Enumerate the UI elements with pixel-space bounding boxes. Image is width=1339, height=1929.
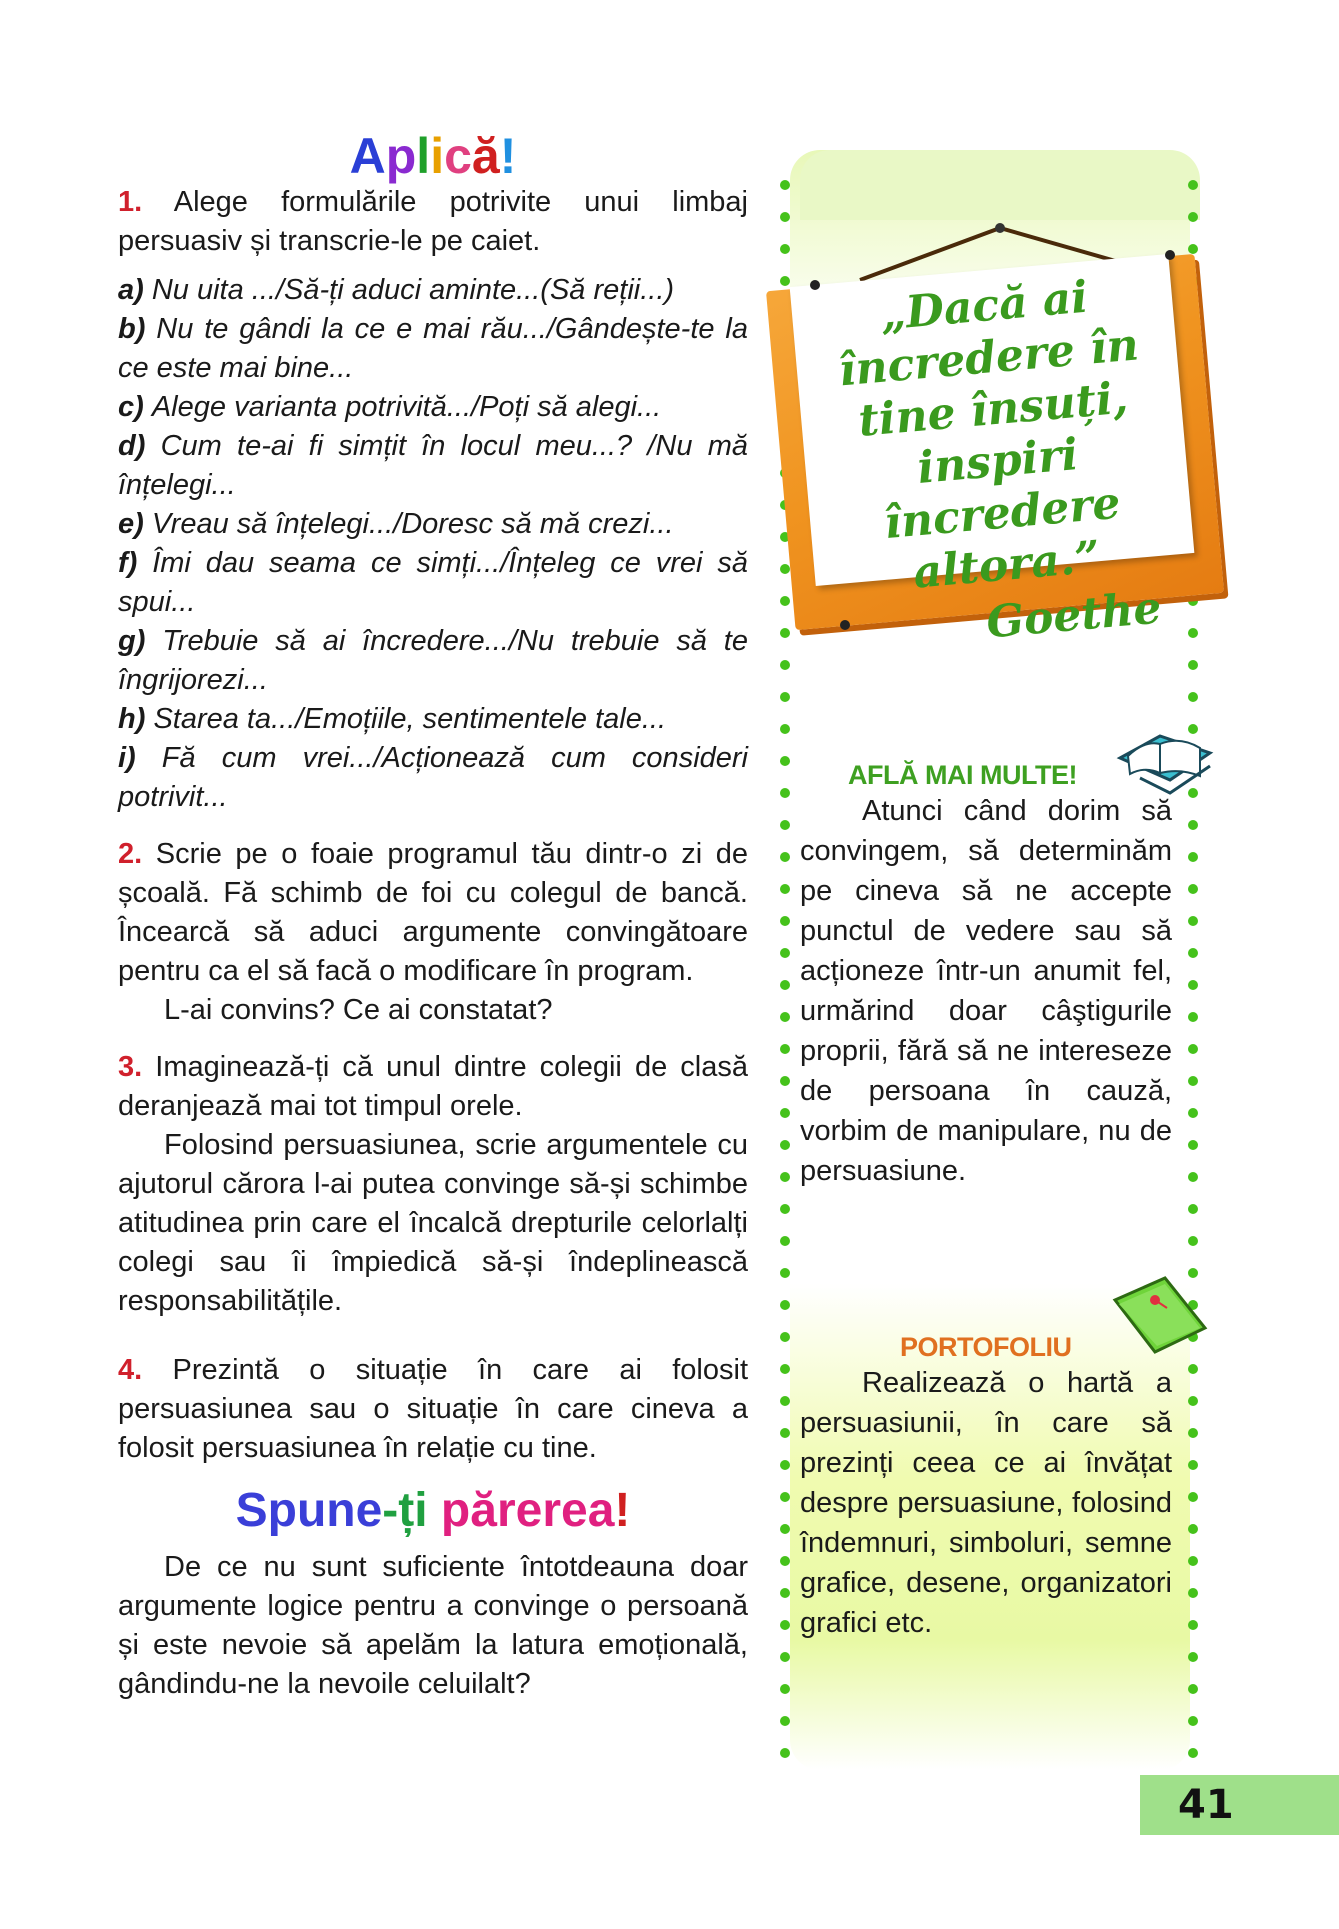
border-dot (780, 1396, 790, 1406)
border-dot (780, 1588, 790, 1598)
option-item (118, 739, 748, 817)
exercise-number: 2. (118, 837, 143, 870)
border-dot (780, 948, 790, 958)
aplica-title (118, 130, 748, 183)
title-letter: c (444, 128, 472, 184)
border-dot (1188, 948, 1198, 958)
border-dot (780, 1300, 790, 1310)
border-dot (1188, 1172, 1198, 1182)
option-text: Nu te gândi la ce e mai rău.../Gândește-te la ce este mai bine... (118, 312, 748, 384)
border-dot (1188, 1396, 1198, 1406)
border-dot (780, 1620, 790, 1630)
page-number: 41 (1140, 1775, 1339, 1835)
option-text: Fă cum vrei.../Acționează cum consideri potrivit... (118, 741, 748, 813)
border-dot (780, 660, 790, 670)
option-item (118, 544, 748, 622)
option-item (118, 310, 748, 388)
border-dot (1188, 1044, 1198, 1054)
option-label: a) (118, 273, 152, 306)
border-dot (780, 1108, 790, 1118)
sidebar-top-tab (800, 150, 1200, 220)
border-dot (780, 1556, 790, 1566)
exercise-number: 4. (118, 1353, 143, 1386)
border-dot (1188, 1204, 1198, 1214)
border-dot (1188, 1428, 1198, 1438)
border-dot (780, 980, 790, 990)
portofoliu-box (800, 1332, 1172, 1643)
quote-author: Goethe (984, 582, 1164, 649)
border-dot (780, 916, 790, 926)
option-item (118, 700, 748, 739)
exercise-number: 3. (118, 1050, 143, 1083)
exercise-text: Scrie pe o foaie programul tău dintr-o zi de școală. Fă schimb de foi cu colegul de bancă. Încearcă să aduci argumente convingătoare pentru ca el să facă o modificare în program. (118, 837, 748, 987)
exercise-1 (118, 183, 748, 261)
border-dot (1188, 884, 1198, 894)
quote-body: „Dacă ai încredere în tine însuți, inspiri încredere altora.” (836, 271, 1141, 599)
option-item (118, 388, 748, 427)
option-label: g) (118, 624, 163, 657)
option-text: Nu uita .../Să-ți aduci aminte...(Să reții...) (151, 273, 675, 306)
option-label: i) (118, 741, 162, 774)
exercise-text: Alege formulările potrivite unui limbaj persuasiv și transcrie-le pe caiet. (118, 185, 748, 257)
border-dot (1188, 1588, 1198, 1598)
border-dot (1188, 1236, 1198, 1246)
border-dot (780, 1140, 790, 1150)
border-dot (780, 820, 790, 830)
portofoliu-text: Realizează o hartă a persuasiunii, în care să prezinți ceea ce ai învățat despre persuasiune, folosind îndemnuri, simboluri, semne grafice, desene, organizatori grafici etc. (800, 1367, 1172, 1639)
border-dot (780, 1364, 790, 1374)
border-dot (1188, 1684, 1198, 1694)
exercise-text: Prezintă o situație în care ai folosit persuasiunea sau o situație în care cineva a folosit persuasiunea în relație cu tine. (118, 1353, 748, 1464)
title-part: ți (398, 1483, 441, 1537)
portofoliu-title: PORTOFOLIU (900, 1332, 1072, 1362)
border-dot (780, 1172, 790, 1182)
left-column (118, 130, 748, 1704)
title-letter: ! (499, 128, 517, 184)
exercise-3 (118, 1048, 748, 1126)
border-dot (780, 180, 790, 190)
option-label: d) (118, 429, 161, 462)
exercise-text: Imaginează-ți că unul dintre colegii de clasă deranjează mai tot timpul orele. (118, 1050, 748, 1122)
border-dot (1188, 1140, 1198, 1150)
title-part: - (382, 1483, 399, 1537)
exercise-4 (118, 1351, 748, 1468)
border-dot (780, 1684, 790, 1694)
border-dot (1188, 820, 1198, 830)
title-part: Spune (235, 1483, 383, 1537)
afla-text: Atunci când dorim să convingem, să determinăm pe cineva să ne accepte punctul de vedere sau să acționeze într-un anumit fel, urmărind doar câştigurile proprii, fără să ne intereseze de persoana în cauză, vorbim de manipulare, nu de persuasiune. (800, 795, 1172, 1187)
border-dot (1188, 660, 1198, 670)
border-dot (780, 884, 790, 894)
border-dot (1188, 180, 1198, 190)
border-dot (780, 788, 790, 798)
quote-board (780, 220, 1220, 650)
title-part: părerea (440, 1483, 615, 1537)
exercise-2-followup: L-ai convins? Ce ai constatat? (164, 993, 553, 1026)
option-text: Starea ta.../Emoțiile, sentimentele tale... (153, 702, 667, 735)
border-dot (780, 1268, 790, 1278)
option-label: h) (118, 702, 154, 735)
border-dot (780, 1492, 790, 1502)
border-dot (780, 1716, 790, 1726)
border-dot (1188, 1556, 1198, 1566)
border-dot (1188, 1492, 1198, 1502)
border-dot (780, 1236, 790, 1246)
border-dot (780, 724, 790, 734)
parerea-text: De ce nu sunt suficiente întotdeauna doar argumente logice pentru a convinge o persoană și este nevoie să apelăm la latura emoțională, gândindu-ne la nevoile celuilalt? (118, 1550, 748, 1700)
option-label: f) (118, 546, 153, 579)
afla-title: AFLĂ MAI MULTE! (848, 760, 1077, 790)
border-dot (1188, 1076, 1198, 1086)
border-dot (780, 1524, 790, 1534)
parerea-title (118, 1483, 748, 1537)
pin-icon (810, 280, 820, 290)
option-text: Îmi dau seama ce simți.../Înțeleg ce vrei să spui... (118, 546, 748, 618)
exercise-2 (118, 835, 748, 991)
border-dot (1188, 916, 1198, 926)
border-dot (780, 1044, 790, 1054)
border-dot (1188, 1716, 1198, 1726)
border-dot (1188, 1620, 1198, 1630)
border-dot (1188, 852, 1198, 862)
border-dot (1188, 1524, 1198, 1534)
border-dot (1188, 1748, 1198, 1758)
border-dot (780, 1748, 790, 1758)
pin-icon (1165, 250, 1175, 260)
option-label: e) (118, 507, 152, 540)
title-letter: A (349, 128, 386, 184)
border-dot (780, 1428, 790, 1438)
option-item (118, 505, 748, 544)
border-dot (780, 1460, 790, 1470)
exercise-3-followup: Folosind persuasiunea, scrie argumentele cu ajutorul cărora l-ai putea convinge să-și schimbe atitudinea prin care el încalcă drepturile celorlalți colegi sau îi împiedică să-și îndeplinească responsabilitățile. (118, 1128, 748, 1317)
title-letter: p (385, 128, 417, 184)
border-dot (1188, 1364, 1198, 1374)
border-dot (780, 692, 790, 702)
title-letter: i (430, 128, 445, 184)
title-letter: ă (471, 128, 500, 184)
title-letter: l (416, 128, 431, 184)
border-dot (780, 852, 790, 862)
border-dot (1188, 1460, 1198, 1470)
options-list (118, 271, 748, 817)
afla-mai-multe-box (800, 760, 1172, 1191)
title-part: ! (614, 1483, 631, 1537)
option-item (118, 622, 748, 700)
border-dot (780, 1076, 790, 1086)
border-dot (780, 1652, 790, 1662)
border-dot (780, 1204, 790, 1214)
border-dot (1188, 1652, 1198, 1662)
option-label: b) (118, 312, 157, 345)
border-dot (1188, 1012, 1198, 1022)
option-text: Vreau să înțelegi.../Doresc să mă crezi... (151, 507, 674, 540)
option-text: Cum te-ai fi simțit în locul meu...? /Nu mă înțelegi... (118, 429, 748, 501)
option-item (118, 427, 748, 505)
exercise-number: 1. (118, 185, 143, 218)
quote-text (783, 263, 1214, 664)
border-dot (780, 756, 790, 766)
option-text: Trebuie să ai încredere.../Nu trebuie să te îngrijorezi... (118, 624, 748, 696)
border-dot (780, 1332, 790, 1342)
border-dot (1188, 980, 1198, 990)
border-dot (780, 1012, 790, 1022)
option-item (118, 271, 748, 310)
border-dot (1188, 1108, 1198, 1118)
option-text: Alege varianta potrivită.../Poți să alegi... (151, 390, 662, 423)
option-label: c) (118, 390, 152, 423)
border-dot (1188, 692, 1198, 702)
